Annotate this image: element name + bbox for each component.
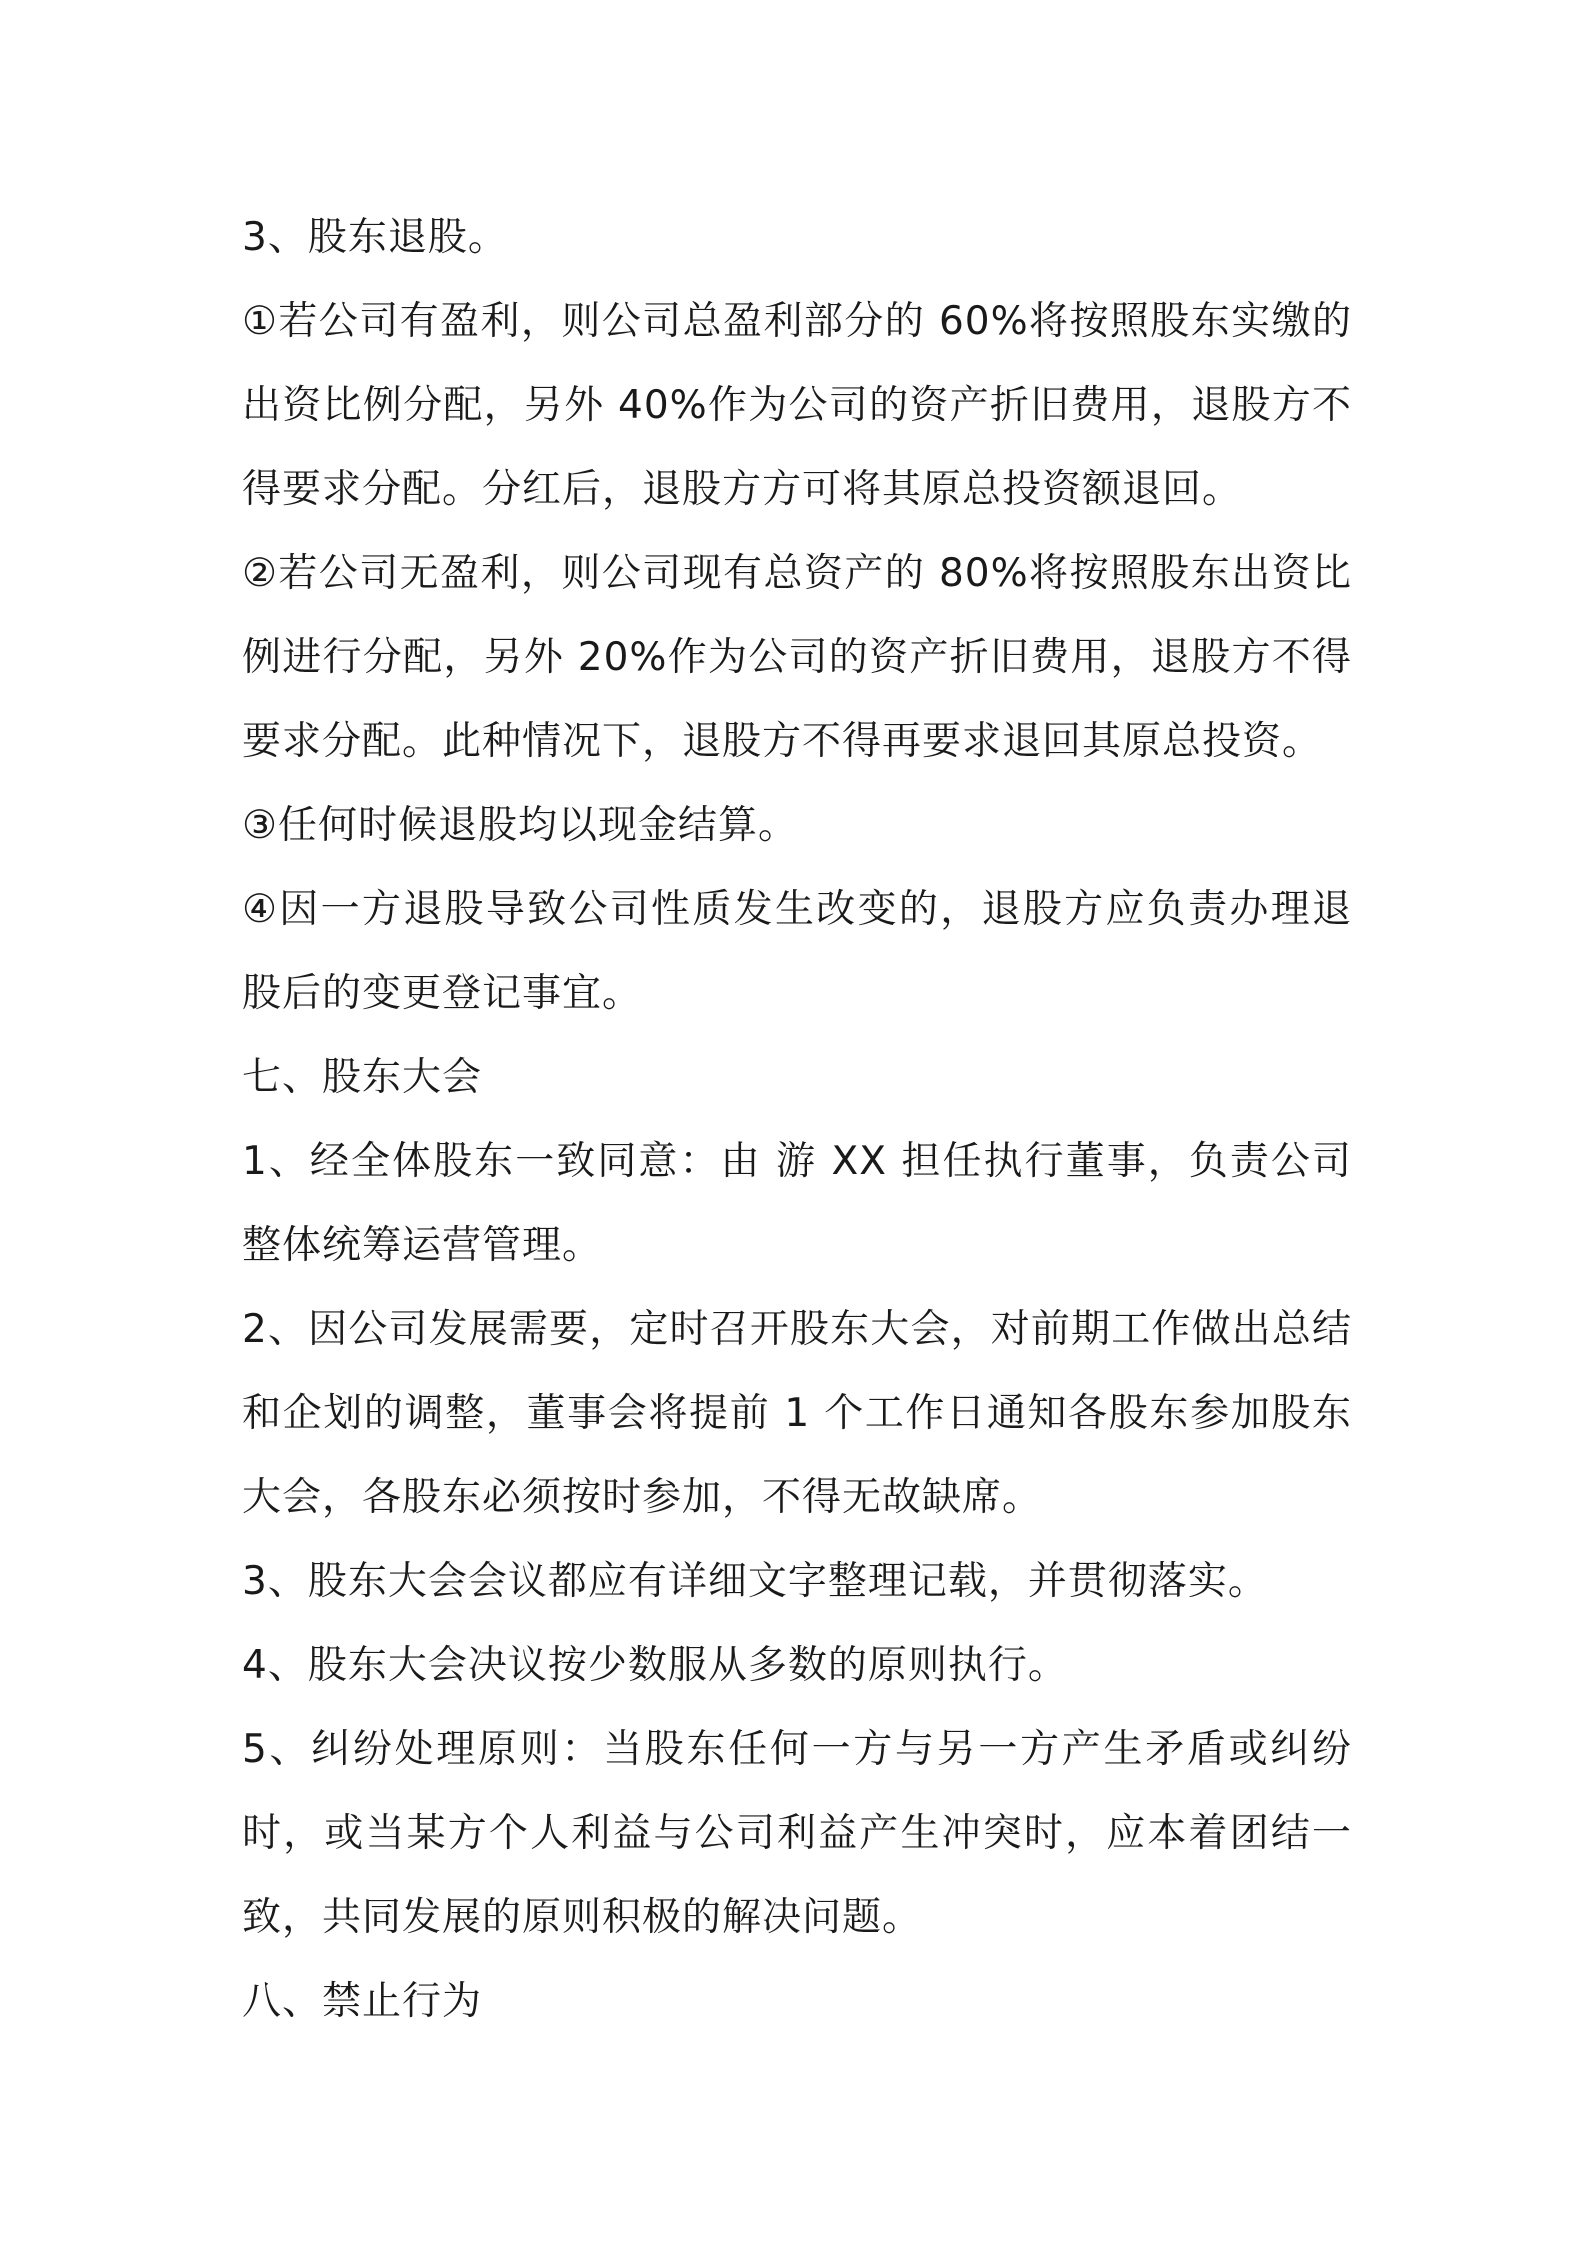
meeting-clause-executive-director: 1、经全体股东一致同意：由 游 XX 担任执行董事，负责公司整体统筹运营管理。: [242, 1139, 1352, 1268]
withdrawal-clause-profit: ①若公司有盈利，则公司总盈利部分的 60%将按照股东实缴的出资比例分配，另外 40%作为公司的资产折旧费用，退股方不得要求分配。分红后，退股方方可将其原总投资额退回。: [242, 299, 1352, 512]
meeting-clause-minutes: 3、股东大会会议都应有详细文字整理记载，并贯彻落实。: [242, 1559, 1268, 1604]
meeting-clause-scheduled-meetings: 2、因公司发展需要，定时召开股东大会，对前期工作做出总结和企划的调整，董事会将提前 1 个工作日通知各股东参加股东大会，各股东必须按时参加，不得无故缺席。: [242, 1307, 1352, 1520]
document-body: [242, 196, 1352, 2044]
meeting-clause-dispute-resolution: 5、纠纷处理原则：当股东任何一方与另一方产生矛盾或纠纷时，或当某方个人利益与公司利益产生冲突时，应本着团结一致，共同发展的原则积极的解决问题。: [242, 1727, 1352, 1940]
meeting-clause-majority-rule: 4、股东大会决议按少数服从多数的原则执行。: [242, 1643, 1068, 1688]
section-heading-shareholder-withdrawal: 3、股东退股。: [242, 215, 508, 260]
chapter-heading-shareholders-meeting: 七、股东大会: [242, 1055, 483, 1100]
withdrawal-clause-cash-settlement: ③任何时候退股均以现金结算。: [242, 803, 798, 848]
withdrawal-clause-no-profit: ②若公司无盈利，则公司现有总资产的 80%将按照股东出资比例进行分配，另外 20%作为公司的资产折旧费用，退股方不得要求分配。此种情况下，退股方不得再要求退回其原总投资。: [242, 551, 1352, 764]
chapter-heading-prohibited-conduct: 八、禁止行为: [242, 1979, 483, 2024]
withdrawal-clause-registration-change: ④因一方退股导致公司性质发生改变的，退股方应负责办理退股后的变更登记事宜。: [242, 887, 1352, 1016]
